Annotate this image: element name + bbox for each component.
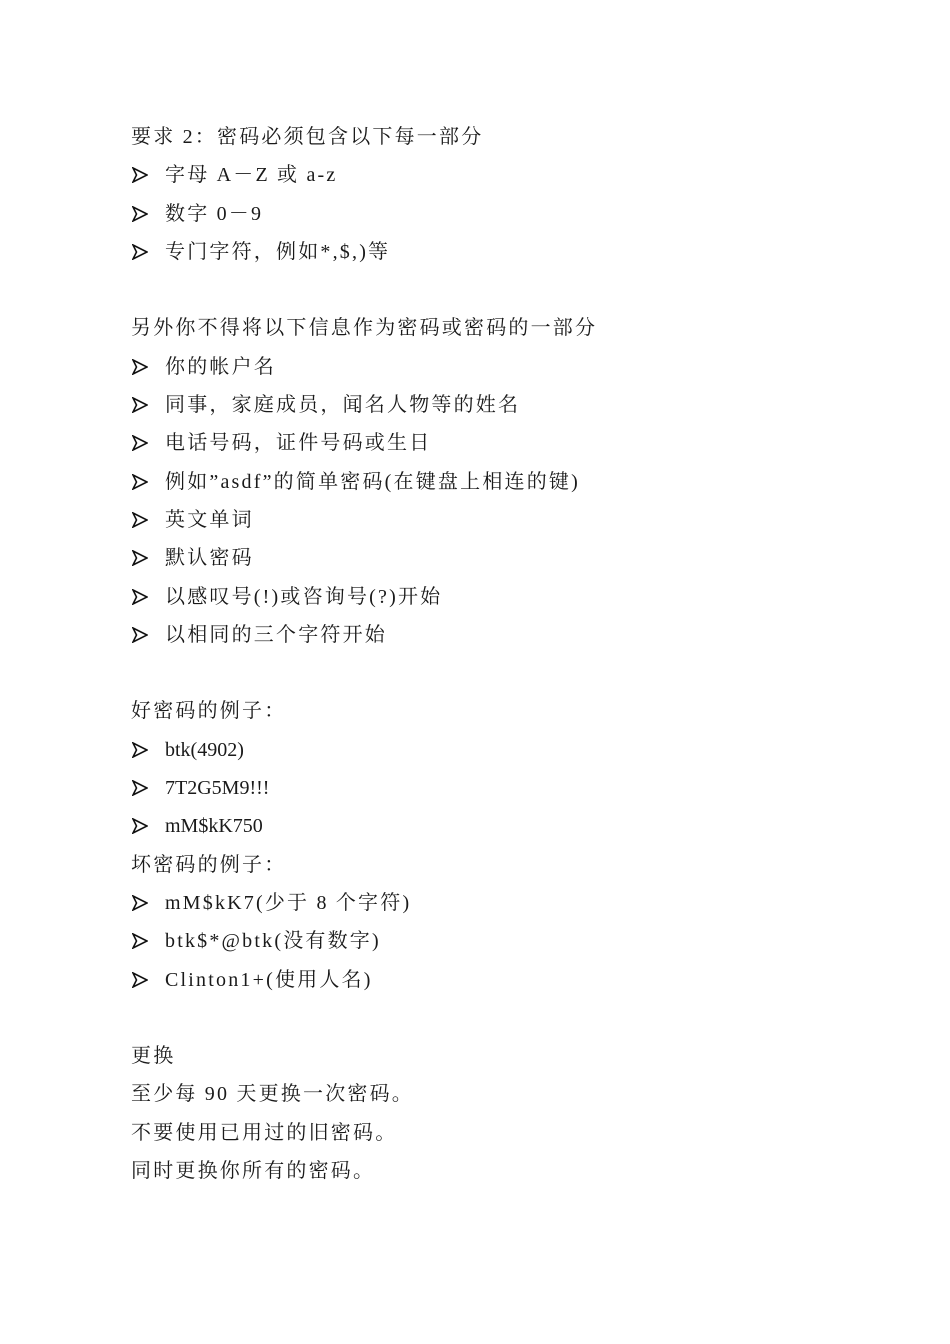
- arrowhead-bullet-icon: [131, 156, 165, 194]
- list-item-text: 同事，家庭成员，闻名人物等的姓名: [165, 394, 521, 417]
- list-item-text: 电话号码，证件号码或生日: [165, 432, 432, 455]
- list-item-text: 你的帐户名: [165, 355, 276, 378]
- list-item: [131, 731, 891, 769]
- arrowhead-bullet-icon: [131, 348, 165, 386]
- arrowhead-bullet-icon: [131, 424, 165, 462]
- list-item-text: mM$kK7(少于 8 个字符): [165, 891, 412, 914]
- arrowhead-bullet-icon: [131, 195, 165, 233]
- list-item: [131, 578, 891, 616]
- list-item-text: 默认密码: [165, 547, 254, 570]
- list-item: [131, 616, 891, 654]
- arrowhead-bullet-icon: [131, 463, 165, 501]
- list-item-text: 例如”asdf”的简单密码(在键盘上相连的键): [165, 470, 580, 493]
- change-line: 至少每 90 天更换一次密码。: [131, 1083, 414, 1106]
- list-item-text: 专门字符，例如*,$,)等: [165, 240, 391, 263]
- list-item-text: Clinton1+(使用人名): [165, 968, 373, 991]
- arrowhead-bullet-icon: [131, 922, 165, 960]
- change-heading: 更换: [131, 1045, 176, 1068]
- list-item-text: 以感叹号(!)或咨询号(?)开始: [165, 585, 443, 608]
- list-item: [131, 922, 891, 960]
- arrowhead-bullet-icon: [131, 961, 165, 999]
- list-item-text: 7T2G5M9!!!: [165, 777, 270, 800]
- arrowhead-bullet-icon: [131, 501, 165, 539]
- change-line: 不要使用已用过的旧密码。: [131, 1121, 398, 1144]
- change-line: 同时更换你所有的密码。: [131, 1160, 376, 1183]
- arrowhead-bullet-icon: [131, 386, 165, 424]
- arrowhead-bullet-icon: [131, 769, 165, 807]
- list-item: [131, 348, 891, 386]
- arrowhead-bullet-icon: [131, 539, 165, 577]
- list-item: [131, 156, 891, 194]
- arrowhead-bullet-icon: [131, 884, 165, 922]
- document-page: [131, 118, 891, 1190]
- good-examples-heading: 好密码的例子：: [131, 700, 287, 723]
- list-item: [131, 195, 891, 233]
- list-item-text: 英文单词: [165, 508, 254, 531]
- list-item: [131, 424, 891, 462]
- arrowhead-bullet-icon: [131, 731, 165, 769]
- list-item: [131, 807, 891, 845]
- list-item: [131, 501, 891, 539]
- requirement-heading: 要求 2：密码必须包含以下每一部分: [131, 126, 484, 148]
- spacer: [131, 271, 891, 309]
- bad-examples-heading: 坏密码的例子：: [131, 853, 287, 876]
- list-item: [131, 386, 891, 424]
- list-item-text: btk(4902): [165, 738, 244, 761]
- list-item-text: btk$*@btk(没有数字): [165, 930, 381, 953]
- list-item: [131, 961, 891, 999]
- arrowhead-bullet-icon: [131, 578, 165, 616]
- arrowhead-bullet-icon: [131, 233, 165, 271]
- list-item: [131, 463, 891, 501]
- list-item-text: 数字 0－9: [165, 202, 264, 225]
- list-item-text: 字母 A－Z 或 a-z: [165, 164, 338, 187]
- list-item: [131, 539, 891, 577]
- list-item-text: mM$kK750: [165, 815, 263, 838]
- list-item: [131, 884, 891, 922]
- spacer: [131, 654, 891, 692]
- forbidden-heading: 另外你不得将以下信息作为密码或密码的一部分: [131, 317, 598, 340]
- list-item-text: 以相同的三个字符开始: [165, 623, 387, 646]
- arrowhead-bullet-icon: [131, 616, 165, 654]
- list-item: [131, 233, 891, 271]
- list-item: [131, 769, 891, 807]
- spacer: [131, 999, 891, 1037]
- arrowhead-bullet-icon: [131, 807, 165, 845]
